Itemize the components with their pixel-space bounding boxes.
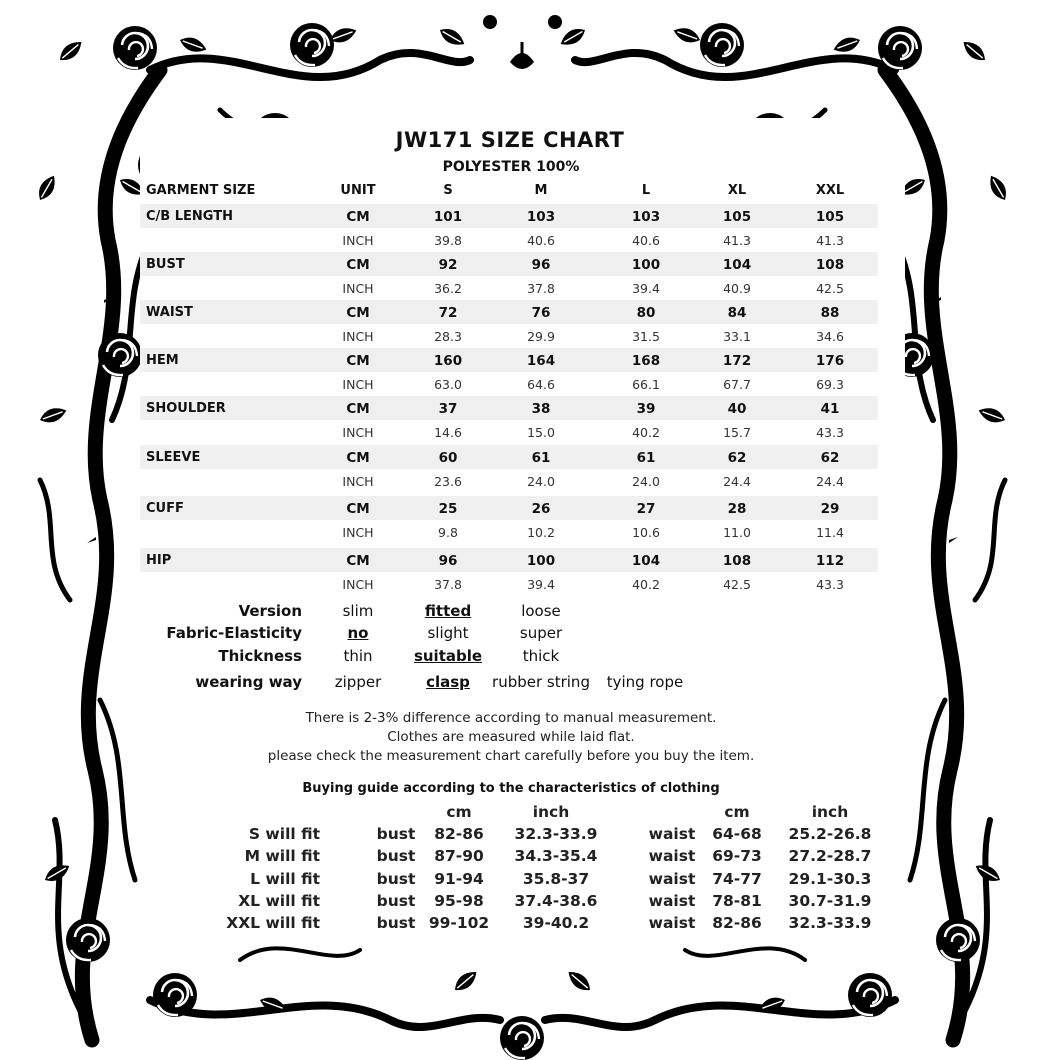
- guide-bust-cm: 87-90: [434, 847, 484, 866]
- measurement-name: SHOULDER: [146, 401, 226, 416]
- inch-value: 34.6: [816, 329, 844, 344]
- cm-value: 40: [727, 401, 747, 417]
- inch-value: 31.5: [632, 329, 660, 344]
- guide-bust-inch: 32.3-33.9: [514, 825, 598, 843]
- header-size-xxl: XXL: [815, 183, 845, 198]
- inch-value: 41.3: [723, 233, 751, 248]
- row-shade: [140, 204, 878, 228]
- inch-value: 69.3: [816, 377, 844, 392]
- attr-label-version: Version: [238, 602, 302, 620]
- inch-value: 29.9: [527, 329, 555, 344]
- measurement-name: CUFF: [146, 501, 184, 516]
- attr-label-fabric-elasticity: Fabric-Elasticity: [166, 624, 302, 642]
- cm-value: 88: [820, 305, 840, 321]
- cm-value: 29: [820, 501, 840, 517]
- inch-value: 28.3: [434, 329, 462, 344]
- guide-bust-label: bust: [376, 891, 416, 910]
- note-line: There is 2-3% difference according to manual measurement.: [305, 710, 717, 726]
- material-label: POLYESTER 100%: [442, 159, 580, 175]
- unit-cm: CM: [346, 209, 370, 225]
- measurement-name: BUST: [146, 257, 185, 272]
- guide-waist-label: waist: [648, 825, 696, 843]
- cm-value: 26: [531, 501, 551, 517]
- inch-value: 33.1: [723, 329, 751, 344]
- cm-value: 105: [815, 209, 845, 225]
- cm-value: 39: [636, 401, 656, 417]
- unit-cm: CM: [346, 553, 370, 569]
- attr-option: slight: [427, 624, 469, 642]
- inch-value: 24.0: [527, 474, 555, 489]
- cm-value: 100: [526, 553, 556, 569]
- guide-waist-label: waist: [648, 847, 696, 866]
- guide-waist-inch: 30.7-31.9: [788, 891, 872, 910]
- measurement-name: HEM: [146, 353, 179, 368]
- row-shade: [140, 445, 878, 469]
- cm-value: 62: [727, 450, 747, 466]
- guide-bust-inch: 34.3-35.4: [514, 847, 598, 866]
- note-line: Clothes are measured while laid flat.: [387, 729, 635, 745]
- cm-value: 160: [433, 353, 463, 369]
- unit-inch: INCH: [342, 329, 374, 344]
- inch-value: 10.6: [632, 525, 660, 540]
- inch-value: 40.6: [632, 233, 660, 248]
- cm-value: 80: [636, 305, 656, 321]
- header-size-l: L: [641, 183, 651, 198]
- cm-value: 103: [526, 209, 556, 225]
- inch-value: 67.7: [723, 377, 751, 392]
- unit-inch: INCH: [342, 377, 374, 392]
- cm-value: 84: [727, 305, 747, 321]
- guide-bust-cm: 82-86: [434, 825, 484, 843]
- cm-value: 28: [727, 501, 747, 517]
- cm-value: 27: [636, 501, 656, 517]
- cm-value: 108: [722, 553, 752, 569]
- inch-value: 24.4: [816, 474, 844, 489]
- cm-value: 96: [438, 553, 458, 569]
- unit-inch: INCH: [342, 525, 374, 540]
- buying-guide-title: Buying guide according to the characteristics of clothing: [302, 781, 720, 796]
- inch-value: 10.2: [527, 525, 555, 540]
- guide-waist-cm: 78-81: [712, 891, 762, 910]
- inch-value: 11.4: [816, 525, 844, 540]
- cm-value: 104: [722, 257, 752, 273]
- inch-value: 43.3: [816, 425, 844, 440]
- inch-value: 43.3: [816, 577, 844, 592]
- guide-waist-cm: 74-77: [712, 869, 762, 888]
- measurement-name: SLEEVE: [146, 450, 201, 465]
- cm-value: 76: [531, 305, 551, 321]
- cm-value: 164: [526, 353, 556, 369]
- cm-value: 37: [438, 401, 458, 417]
- cm-value: 72: [438, 305, 458, 321]
- guide-waist-cm: 64-68: [712, 825, 762, 843]
- note-line: please check the measurement chart carefully before you buy the item.: [267, 748, 755, 764]
- unit-cm: CM: [346, 305, 370, 321]
- guide-waist-inch: 29.1-30.3: [788, 869, 872, 888]
- attr-option: tying rope: [606, 673, 684, 691]
- attr-option: loose: [521, 602, 561, 620]
- cm-value: 101: [433, 209, 463, 225]
- attr-label-wearing-way: wearing way: [195, 673, 302, 691]
- measurement-name: C/B LENGTH: [146, 209, 233, 224]
- inch-value: 15.0: [527, 425, 555, 440]
- unit-cm: CM: [346, 353, 370, 369]
- guide-size-label: M will fit: [244, 847, 320, 866]
- attr-option-selected: fitted: [424, 602, 472, 620]
- cm-value: 41: [820, 401, 840, 417]
- row-shade: [140, 496, 878, 520]
- guide-bust-inch: 39-40.2: [522, 914, 590, 933]
- cm-value: 60: [438, 450, 458, 466]
- guide-bust-label: bust: [376, 914, 416, 933]
- inch-value: 15.7: [723, 425, 751, 440]
- guide-waist-inch: 27.2-28.7: [788, 847, 872, 866]
- guide-bust-label: bust: [376, 825, 416, 843]
- guide-bust-label: bust: [376, 869, 416, 888]
- cm-value: 108: [815, 257, 845, 273]
- attr-label-thickness: Thickness: [218, 647, 302, 665]
- cm-value: 61: [531, 450, 551, 466]
- unit-cm: CM: [346, 501, 370, 517]
- inch-value: 9.8: [438, 525, 458, 540]
- inch-value: 66.1: [632, 377, 660, 392]
- unit-inch: INCH: [342, 474, 374, 489]
- attr-option: rubber string: [492, 673, 590, 691]
- attr-option: zipper: [334, 673, 382, 691]
- cm-value: 61: [636, 450, 656, 466]
- attr-option-selected: clasp: [426, 673, 470, 691]
- cm-value: 105: [722, 209, 752, 225]
- inch-value: 39.4: [632, 281, 660, 296]
- inch-value: 64.6: [527, 377, 555, 392]
- cm-value: 38: [531, 401, 551, 417]
- guide-bust-cm: 95-98: [434, 891, 484, 910]
- inch-value: 24.4: [723, 474, 751, 489]
- guide-waist-label: waist: [648, 891, 696, 910]
- guide-bust-cm: 99-102: [428, 914, 490, 933]
- guide-waist-cm: 69-73: [712, 847, 762, 866]
- unit-inch: INCH: [342, 233, 374, 248]
- inch-value: 42.5: [816, 281, 844, 296]
- inch-value: 11.0: [723, 525, 751, 540]
- inch-value: 41.3: [816, 233, 844, 248]
- row-shade: [140, 300, 878, 324]
- guide-waist-label: waist: [648, 869, 696, 888]
- guide-bust-inch: 37.4-38.6: [514, 891, 598, 910]
- cm-value: 96: [531, 257, 551, 273]
- measurement-name: WAIST: [146, 305, 193, 320]
- guide-header-cm: cm: [724, 803, 750, 821]
- attr-option: thin: [343, 647, 373, 665]
- attr-option: slim: [342, 602, 374, 620]
- unit-cm: CM: [346, 257, 370, 273]
- inch-value: 37.8: [434, 577, 462, 592]
- unit-inch: INCH: [342, 281, 374, 296]
- inch-value: 24.0: [632, 474, 660, 489]
- header-size-s: S: [443, 183, 453, 198]
- cm-value: 92: [438, 257, 458, 273]
- inch-value: 23.6: [434, 474, 462, 489]
- unit-cm: CM: [346, 450, 370, 466]
- attr-option-selected: no: [347, 624, 369, 642]
- inch-value: 39.4: [527, 577, 555, 592]
- guide-waist-inch: 25.2-26.8: [788, 825, 872, 843]
- unit-inch: INCH: [342, 425, 374, 440]
- inch-value: 37.8: [527, 281, 555, 296]
- inch-value: 63.0: [434, 377, 462, 392]
- cm-value: 100: [631, 257, 661, 273]
- guide-waist-cm: 82-86: [712, 914, 762, 933]
- guide-bust-label: bust: [376, 847, 416, 866]
- cm-value: 104: [631, 553, 661, 569]
- header-size-m: M: [534, 183, 548, 198]
- row-shade: [140, 348, 878, 372]
- inch-value: 40.6: [527, 233, 555, 248]
- inch-value: 40.2: [632, 577, 660, 592]
- cm-value: 62: [820, 450, 840, 466]
- row-shade: [140, 548, 878, 572]
- attr-option-selected: suitable: [413, 647, 483, 665]
- header-garment-size: GARMENT SIZE: [146, 183, 256, 198]
- inch-value: 42.5: [723, 577, 751, 592]
- header-size-xl: XL: [727, 183, 747, 198]
- row-shade: [140, 396, 878, 420]
- guide-size-label: XL will fit: [238, 891, 320, 910]
- unit-cm: CM: [346, 401, 370, 417]
- inch-value: 14.6: [434, 425, 462, 440]
- header-unit: UNIT: [340, 183, 376, 198]
- inch-value: 36.2: [434, 281, 462, 296]
- cm-value: 176: [815, 353, 845, 369]
- attr-option: super: [519, 624, 563, 642]
- guide-size-label: L will fit: [250, 869, 320, 888]
- cm-value: 103: [631, 209, 661, 225]
- guide-size-label: XXL will fit: [226, 914, 320, 933]
- guide-header-inch: inch: [532, 803, 570, 821]
- unit-inch: INCH: [342, 577, 374, 592]
- cm-value: 172: [722, 353, 752, 369]
- inch-value: 40.9: [723, 281, 751, 296]
- cm-value: 168: [631, 353, 661, 369]
- inch-value: 40.2: [632, 425, 660, 440]
- guide-bust-inch: 35.8-37: [522, 869, 590, 888]
- guide-header-inch: inch: [811, 803, 849, 821]
- guide-waist-label: waist: [648, 914, 696, 933]
- guide-header-cm: cm: [446, 803, 472, 821]
- page-title: JW171 SIZE CHART: [395, 128, 625, 152]
- guide-waist-inch: 32.3-33.9: [788, 914, 872, 933]
- measurement-name: HIP: [146, 553, 172, 568]
- inch-value: 39.8: [434, 233, 462, 248]
- cm-value: 25: [438, 501, 458, 517]
- guide-bust-cm: 91-94: [434, 869, 484, 888]
- attr-option: thick: [522, 647, 560, 665]
- guide-size-label: S will fit: [248, 825, 320, 843]
- row-shade: [140, 252, 878, 276]
- cm-value: 112: [815, 553, 845, 569]
